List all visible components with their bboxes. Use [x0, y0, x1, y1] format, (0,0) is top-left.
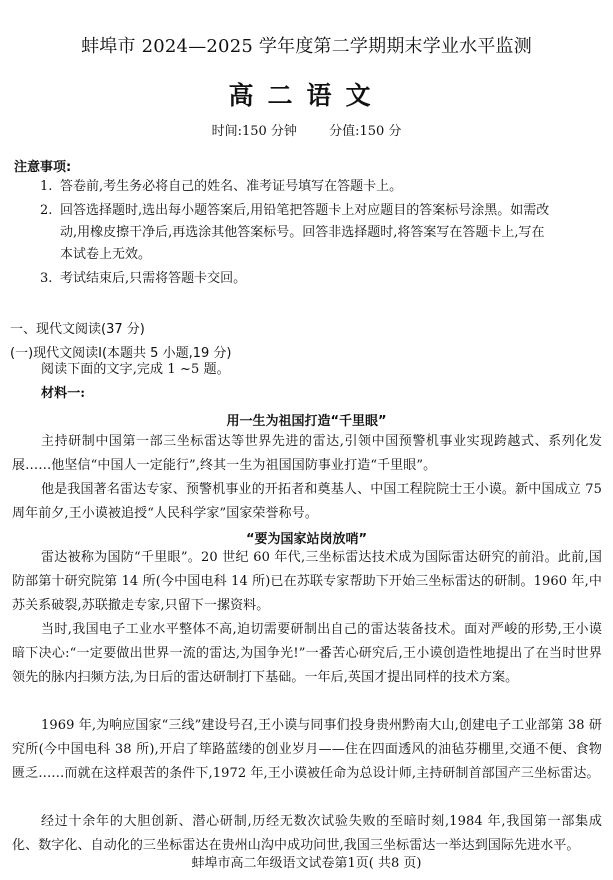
article-paragraph: 他是我国著名雷达专家、预警机事业的开拓者和奠基人、中国工程院院士王小谟。新中国成立 75 周年前夕,王小谟被追授“人民科学家”国家荣誉称号。	[12, 482, 602, 521]
article-paragraph: 主持研制中国第一部三坐标雷达等世界先进的雷达,引领中国预警机事业实现跨越式、系列化发展……他坚信“中国人一定能行”,终其一生为祖国国防事业打造“千里眼”。	[12, 434, 602, 473]
article-paragraph: 当时,我国电子工业水平整体不高,迫切需要研制出自己的雷达装备技术。面对严峻的形势,王小谟暗下决心:“一定要做出世界一流的雷达,为国争光!”一番苦心研究后,王小谟创造性地提出了在当时世界领先的脉内扫频方法,为日后的雷达研制打下基础。一年后,英国才提出同样的技术方案。	[12, 622, 602, 685]
note-item: 2. 回答选择题时,选出每小题答案后,用铅笔把答题卡上对应题目的答案标号涂黑。如需改 动,用橡皮擦干净后,再选涂其他答案标号。回答非选择题时,将答案写在答题卡上,写在 本试卷上无效。	[40, 203, 550, 262]
note-item: 1. 答卷前,考生务必将自己的姓名、准考证号填写在答题卡上。	[40, 179, 403, 194]
note-item: 3. 考试结束后,只需将答题卡交回。	[40, 271, 247, 286]
article-paragraph: 雷达被称为国防“千里眼”。20 世纪 60 年代,三坐标雷达技术成为国际雷达研究的前沿。此前,国防部第十研究院第 14 所(今中国电科 14 所)已在苏联专家帮助下开始三坐标雷达的研制。1960 年,中苏关系破裂,苏联撤走专家,只留下一摞资料。	[12, 550, 602, 613]
exam-meta	[0, 120, 613, 139]
article-paragraph: 经过十余年的大胆创新、潜心研制,历经无数次试验失败的至暗时刻,1984 年,我国第一部集成化、数字化、自动化的三坐标雷达在贵州山沟中成功问世,我国三坐标雷达一举达到国际先进水平。	[12, 814, 602, 853]
time-limit: 时间:150 分钟	[211, 124, 297, 139]
notes-heading: 注意事项:	[14, 160, 72, 175]
article-paragraph: 1969 年,为响应国家“三线”建设号召,王小谟与同事们投身贵州黔南大山,创建电子工业部第 38 研究所(今中国电科 38 所),开启了筚路蓝缕的创业岁月——住在四面透风的油毡芬棚里,交通不便、食物匮乏……而就在这样艰苦的条件下,1972 年,王小谟被任命为总设计师,主持研制首部国产三坐标雷达。	[12, 718, 602, 781]
article-heading: 用一生为祖国打造“千里眼”	[226, 414, 387, 429]
score-total: 分值:150 分	[329, 124, 402, 139]
section-heading: 一、现代文阅读(37 分)	[10, 322, 145, 337]
instruction-text: 阅读下面的文字,完成 1 ~5 题。	[41, 362, 230, 377]
article-subheading: “要为国家站岗放哨”	[245, 532, 368, 547]
subsection-heading: (一)现代文阅读Ⅰ(本题共 5 小题,19 分)	[10, 346, 232, 361]
subject-title: 高二语文	[228, 81, 385, 110]
material-label: 材料一:	[41, 386, 86, 401]
exam-title: 蚌埠市 2024—2025 学年度第二学期期末学业水平监测	[81, 36, 532, 57]
page-footer: 蚌埠市高二年级语文试卷第1页( 共8 页)	[191, 856, 422, 871]
